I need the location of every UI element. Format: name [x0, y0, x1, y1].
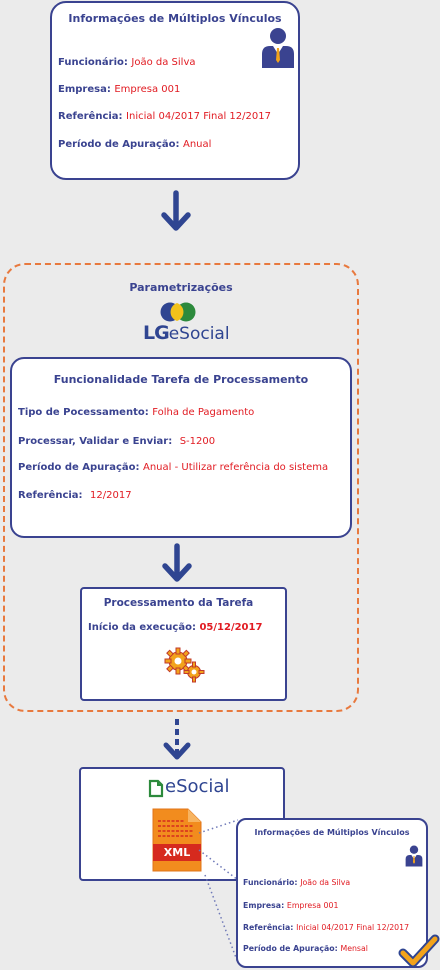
esocial-logo-text: eSocial	[165, 776, 230, 797]
checkmark-icon	[398, 934, 440, 968]
result-info-title: Informações de Múltiplos Vínculos	[254, 828, 410, 837]
company-row: Empresa: Empresa 001	[58, 84, 181, 95]
reference-row: Referência: 12/2017	[18, 490, 132, 501]
esocial-logo-text: eSocial	[168, 324, 230, 344]
lg-logo-text: LG	[143, 322, 169, 344]
person-icon	[404, 845, 424, 867]
task-function-title: Funcionalidade Tarefa de Processamento	[53, 373, 309, 386]
period-row: Período de Apuração: Anual	[58, 139, 212, 150]
employee-row: Funcionário: João da Silva	[243, 878, 351, 887]
company-row: Empresa: Empresa 001	[243, 901, 339, 910]
employee-row: Funcionário: João da Silva	[58, 57, 196, 68]
start-time-row: Início da execução: 05/12/2017	[88, 622, 263, 633]
processing-type-row: Tipo de Pocessamento: Folha de Pagamento	[18, 407, 255, 418]
parametrizations-title: Parametrizações	[129, 281, 233, 294]
xml-file-label: XML	[163, 846, 191, 859]
task-processing-title: Processamento da Tarefa	[103, 597, 254, 609]
employee-info-title: Informações de Múltiplos Vínculos	[68, 12, 282, 25]
process-validate-send-row: Processar, Validar e Enviar: S-1200	[18, 436, 216, 447]
period-row: Período de Apuração: Mensal	[243, 944, 368, 953]
period-row: Período de Apuração: Anual - Utilizar referência do sistema	[18, 462, 329, 473]
reference-row: Referência: Inicial 04/2017 Final 12/2017	[58, 111, 271, 122]
reference-row: Referência: Inicial 04/2017 Final 12/2017	[243, 923, 410, 932]
